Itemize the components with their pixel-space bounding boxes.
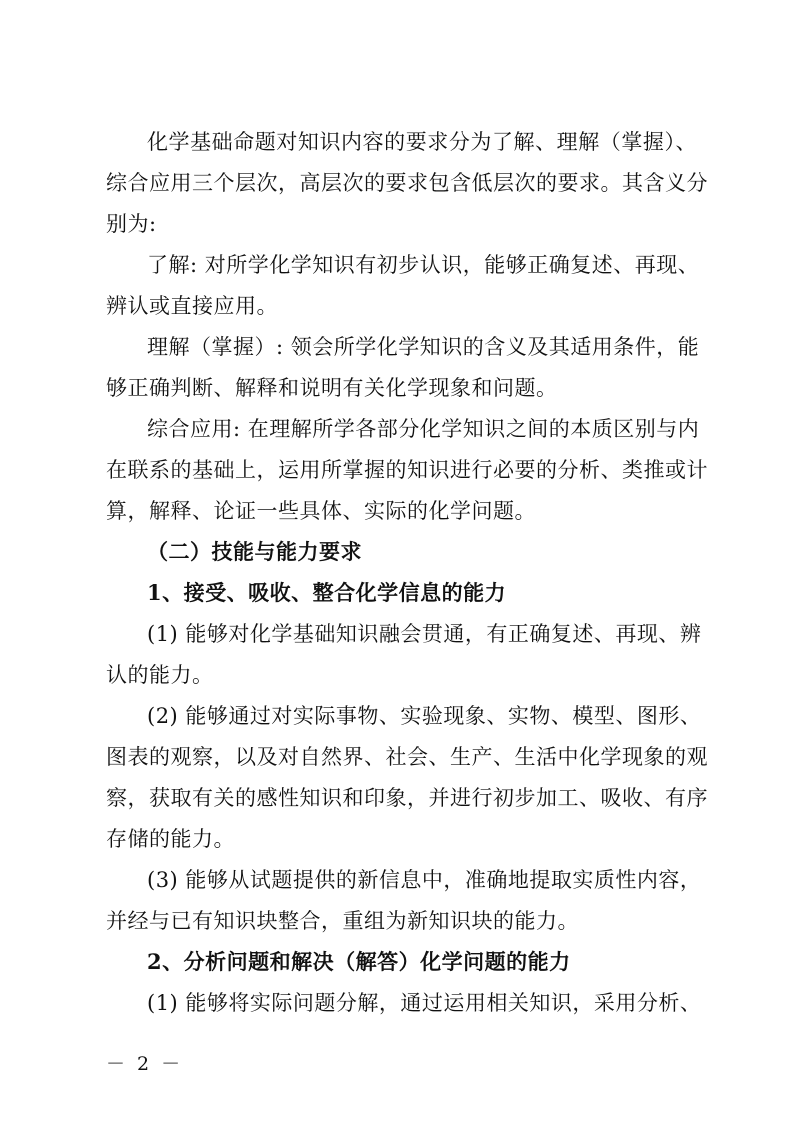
definition-application-line-2: 在联系的基础上，运用所掌握的知识进行必要的分析、类推或计: [106, 458, 708, 482]
section-heading-skills: （二）技能与能力要求: [147, 539, 362, 564]
item-1-2-line-2: 图表的观察，以及对自然界、社会、生产、生活中化学现象的观: [106, 745, 708, 769]
definition-application-line-1: 综合应用: 在理解所学各部分化学知识之间的本质区别与内: [147, 417, 700, 441]
paragraph-intro-line-3: 别为:: [106, 212, 157, 236]
definition-application-line-3: 算，解释、论证一些具体、实际的化学问题。: [106, 499, 536, 523]
paragraph-intro-line-1: 化学基础命题对知识内容的要求分为了解、理解（掌握）、: [147, 130, 697, 154]
item-1-2-line-1: (2) 能够通过对实际事物、实验现象、实物、模型、图形、: [147, 704, 702, 728]
item-1-2-line-3: 察，获取有关的感性知识和印象，并进行初步加工、吸收、有序: [106, 786, 708, 810]
definition-comprehend-line-2: 够正确判断、解释和说明有关化学现象和问题。: [106, 376, 558, 400]
subsection-heading-1: 1、接受、吸收、整合化学信息的能力: [147, 580, 507, 605]
item-1-3-line-2: 并经与已有知识块整合，重组为新知识块的能力。: [106, 909, 579, 933]
definition-comprehend-line-1: 理解（掌握）: 领会所学化学知识的含义及其适用条件，能: [147, 335, 700, 359]
item-1-3-line-1: (3) 能够从试题提供的新信息中，准确地提取实质性内容，: [147, 868, 702, 892]
item-1-1-line-2: 认的能力。: [106, 663, 214, 687]
definition-understand-basic-line-1: 了解: 对所学化学知识有初步认识，能够正确复述、再现、: [147, 253, 700, 277]
item-2-1-line-1: (1) 能够将实际问题分解，通过运用相关知识，采用分析、: [147, 991, 702, 1015]
definition-understand-basic-line-2: 辨认或直接应用。: [106, 294, 278, 318]
subsection-heading-2: 2、分析问题和解决（解答）化学问题的能力: [147, 949, 571, 974]
item-1-2-line-4: 存储的能力。: [106, 827, 235, 851]
page-number: － 2 －: [106, 1053, 184, 1075]
paragraph-intro-line-2: 综合应用三个层次，高层次的要求包含低层次的要求。其含义分: [106, 171, 708, 195]
item-1-1-line-1: (1) 能够对化学基础知识融会贯通，有正确复述、再现、辨: [147, 622, 702, 646]
